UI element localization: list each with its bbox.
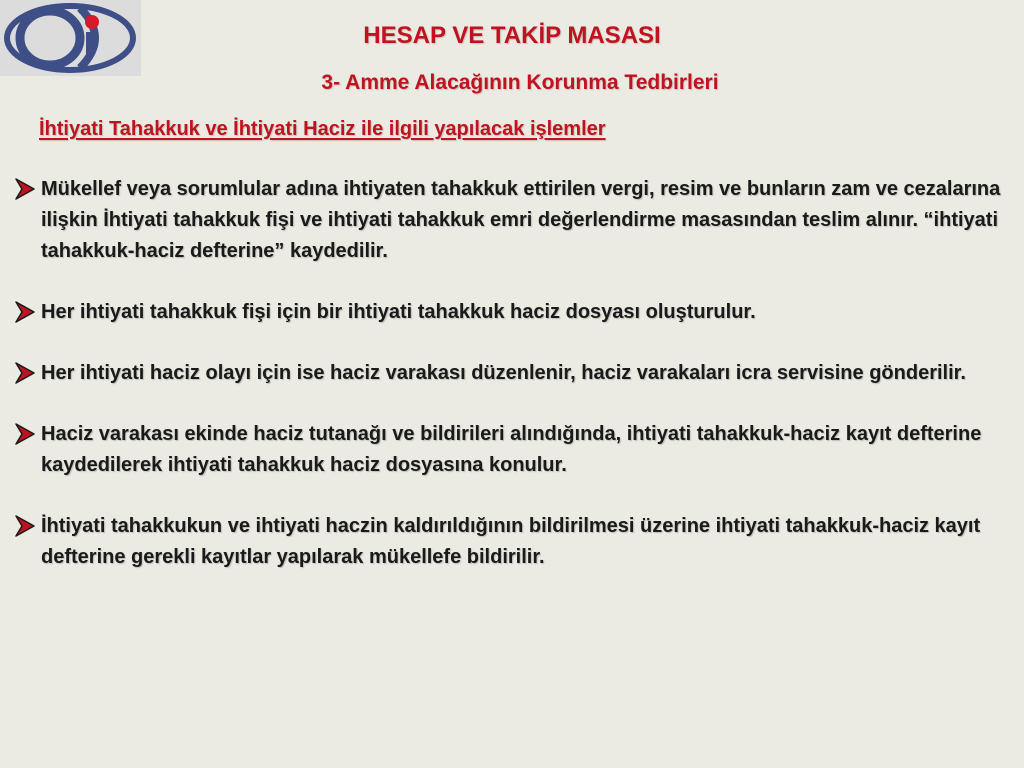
bullet-text: İhtiyati tahakkukun ve ihtiyati haczin kaldırıldığının bildirilmesi üzerine ihtiyati tahakkuk-haciz kayıt defterine gerekli kayıtlar yapılarak mükellefe bildirilir. [41, 515, 981, 568]
bullet-item [14, 297, 1010, 328]
bullet-text: Haciz varakası ekinde haciz tutanağı ve bildirileri alındığında, ihtiyati tahakkuk-haciz kayıt defterine kaydedilerek ihtiyati tahakkuk haciz dosyasına konulur. [41, 423, 982, 476]
bullet-item [14, 174, 1010, 267]
bullet-list [14, 174, 1010, 603]
bullet-text: Mükellef veya sorumlular adına ihtiyaten tahakkuk ettirilen vergi, resim ve bunların zam ve cezalarına ilişkin İhtiyati tahakkuk fişi ve ihtiyati tahakkuk emri değerlendirme masasından teslim alınır. “ihtiyati tahakkuk-haciz defterine” kaydedilir. [41, 178, 1001, 262]
bullet-text: Her ihtiyati haciz olayı için ise haciz varakası düzenlenir, haciz varakaları icra servisine gönderilir. [41, 362, 966, 384]
arrow-bullet-icon [14, 177, 36, 201]
bullet-item [14, 419, 1010, 481]
bullet-item [14, 511, 1010, 573]
arrow-bullet-icon [14, 300, 36, 324]
institution-logo [0, 0, 141, 76]
page-subtitle: 3- Amme Alacağının Korunma Tedbirleri [321, 71, 719, 94]
bullet-item [14, 358, 1010, 389]
arrow-bullet-icon [14, 422, 36, 446]
bullet-text: Her ihtiyati tahakkuk fişi için bir ihtiyati tahakkuk haciz dosyası oluşturulur. [41, 301, 756, 323]
section-heading: İhtiyati Tahakkuk ve İhtiyati Haciz ile ilgili yapılacak işlemler [39, 118, 606, 140]
page-title: HESAP VE TAKİP MASASI [363, 22, 661, 49]
arrow-bullet-icon [14, 514, 36, 538]
arrow-bullet-icon [14, 361, 36, 385]
logo-emblem-icon [0, 0, 141, 76]
